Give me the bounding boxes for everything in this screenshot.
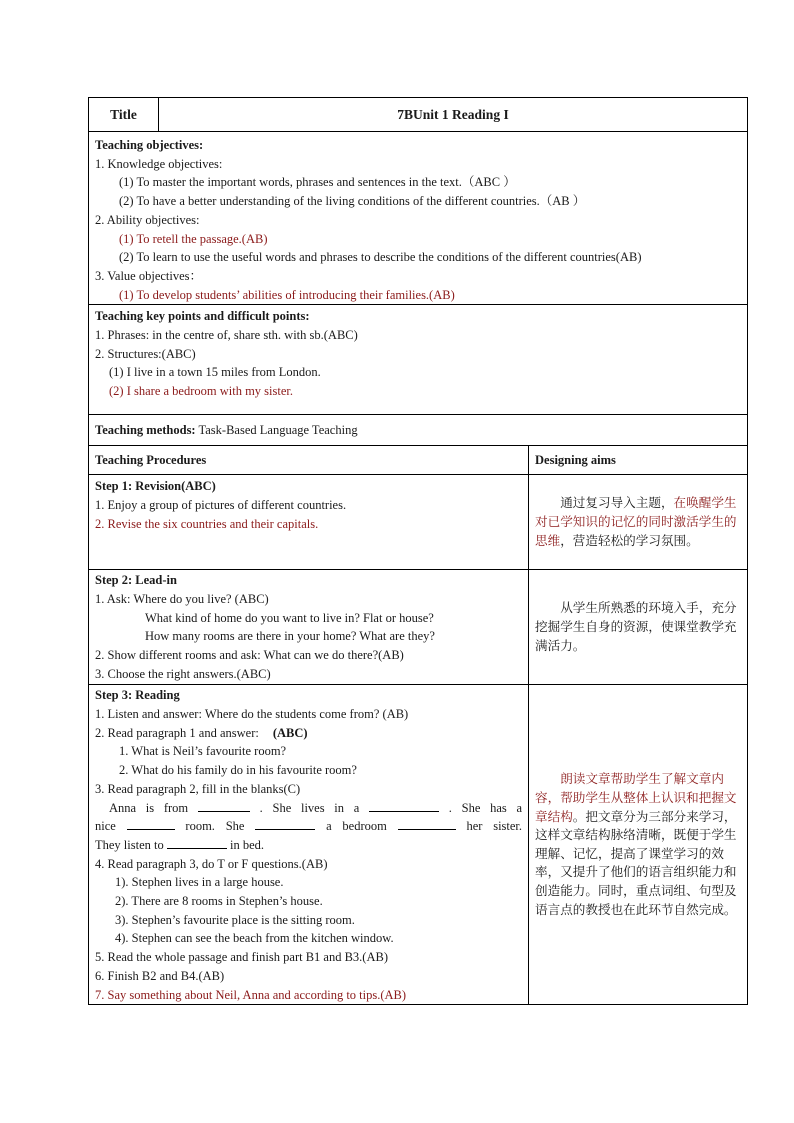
blank-1[interactable] [198,799,250,812]
blank-5[interactable] [398,817,456,830]
step2-cell [89,570,529,685]
ability-label: 2. Ability objectives: [95,212,200,227]
lesson-title: 7BUnit 1 Reading I [159,98,748,132]
step2-row [89,570,748,685]
step3-item-2 [95,724,522,743]
knowledge-objective-2: (2) To have a better understanding of the living conditions of the different countries.（AB ） [119,194,586,209]
blank-3[interactable] [127,817,175,830]
step3-item-4: 4. Read paragraph 3, do T or F questions.(AB) [95,856,328,871]
step2-aim [529,570,748,685]
knowledge-label: 1. Knowledge objectives: [95,156,223,171]
fill-blank-line-3: They listen to in bed. [95,837,265,852]
step1-aim [529,475,748,570]
step3-item-7: 7. Say something about Neil, Anna and according to tips.(AB) [95,987,407,1002]
title-label: Title [89,98,159,132]
blank-2[interactable] [369,799,439,812]
step1-aim-a: 通过复习导入主题， [560,495,674,511]
step2-heading: Step 2: Lead-in [95,573,177,588]
value-label: 3. Value objectives： [95,268,203,283]
structure-2: (2) I share a bedroom with my sister. [109,384,293,399]
step3-heading: Step 3: Reading [95,688,180,703]
step3-cell [89,685,529,1005]
blank-4[interactable] [255,817,315,830]
value-objective-1: (1) To develop students’ abilities of introducing their families.(AB) [119,287,455,302]
step2-item-1: 1. Ask: Where do you live? (ABC) [95,592,269,607]
aims-header: Designing aims [529,446,748,475]
knowledge-objective-1: (1) To master the important words, phrases and sentences in the text.（ABC ） [119,175,516,190]
step3-aim-a: 朗读文章帮助学生了解文章内容，帮助学生从整体上认识和把握文章结构 [535,771,737,824]
step1-aim-b: 在唤醒学生对已学知识的记忆的同时激活学生的思维 [535,495,737,548]
methods-cell [89,415,748,446]
keypoint-structures: 2. Structures:(ABC) [95,346,196,361]
step3-aim [529,685,748,1005]
structure-1: (1) I live in a town 15 miles from London. [109,365,321,380]
tf-question-3: 3). Stephen’s favourite place is the sitting room. [115,912,355,927]
step1-item-1: 1. Enjoy a group of pictures of different countries. [95,498,347,513]
step1-item-2: 2. Revise the six countries and their capitals. [95,516,319,531]
objectives-row [89,132,748,305]
tf-question-4: 4). Stephen can see the beach from the kitchen window. [115,931,394,946]
tf-question-1: 1). Stephen lives in a large house. [115,875,284,890]
keypoint-phrases: 1. Phrases: in the centre of, share sth. with sb.(ABC) [95,328,358,343]
ability-objective-2: (2) To learn to use the useful words and phrases to describe the conditions of the different countries(AB) [119,250,642,265]
fill-blank-line-1: Anna is from . She lives in a . She has a [109,800,523,815]
step2-item-3: 3. Choose the right answers.(ABC) [95,666,271,681]
tf-question-2: 2). There are 8 rooms in Stephen’s house. [115,894,323,909]
step3-item-2-level: (ABC) [272,725,308,740]
keypoints-cell [89,305,748,415]
objectives-cell [89,132,748,305]
ability-objective-1: (1) To retell the passage.(AB) [119,231,268,246]
methods-row [89,415,748,446]
step2-question-2: What kind of home do you want to live in? Flat or house? [145,610,434,625]
step3-item-2-text: 2. Read paragraph 1 and answer: [95,725,259,740]
step1-cell [89,475,529,570]
methods-value: Task-Based Language Teaching [195,422,358,437]
step2-item-2: 2. Show different rooms and ask: What can we do there?(AB) [95,648,404,663]
methods-label: Teaching methods: [95,422,196,437]
lesson-plan-table [88,97,748,1005]
procedures-header: Teaching Procedures [89,446,529,475]
title-row [89,98,748,132]
blank-6[interactable] [167,836,227,849]
step3-question-1: 1. What is Neil’s favourite room? [119,744,287,759]
step3-question-2: 2. What do his family do in his favourite room? [119,763,357,778]
step3-item-6: 6. Finish B2 and B4.(AB) [95,968,225,983]
step2-question-3: How many rooms are there in your home? What are they? [145,629,435,644]
step3-aim-b: 。把文章分为三部分来学习，这样文章结构脉络清晰，既便于学生理解、记忆，提高了课堂学习的效率，又提升了他们的语言组织能力和创造能力。同时，重点词组、句型及语言点的教授也在此环节自然完成。 [535,808,737,917]
objectives-heading: Teaching objectives: [95,138,204,152]
fill-blank-line-2: nice room. She a bedroom her sister. [95,819,523,834]
keypoints-row [89,305,748,415]
step3-row [89,685,748,1005]
step3-item-5: 5. Read the whole passage and finish part B1 and B3.(AB) [95,950,388,965]
step3-item-3: 3. Read paragraph 2, fill in the blanks(C) [95,781,301,796]
step1-heading: Step 1: Revision(ABC) [95,479,216,494]
procedures-header-row [89,446,748,475]
step2-aim-text: 从学生所熟悉的环境入手，充分挖掘学生自身的资源，使课堂教学充满活力。 [535,600,737,653]
step1-aim-c: ，营造轻松的学习氛围。 [560,532,699,548]
keypoints-heading: Teaching key points and difficult points: [95,309,310,324]
step3-item-1: 1. Listen and answer: Where do the students come from? (AB) [95,707,409,722]
step1-row [89,475,748,570]
